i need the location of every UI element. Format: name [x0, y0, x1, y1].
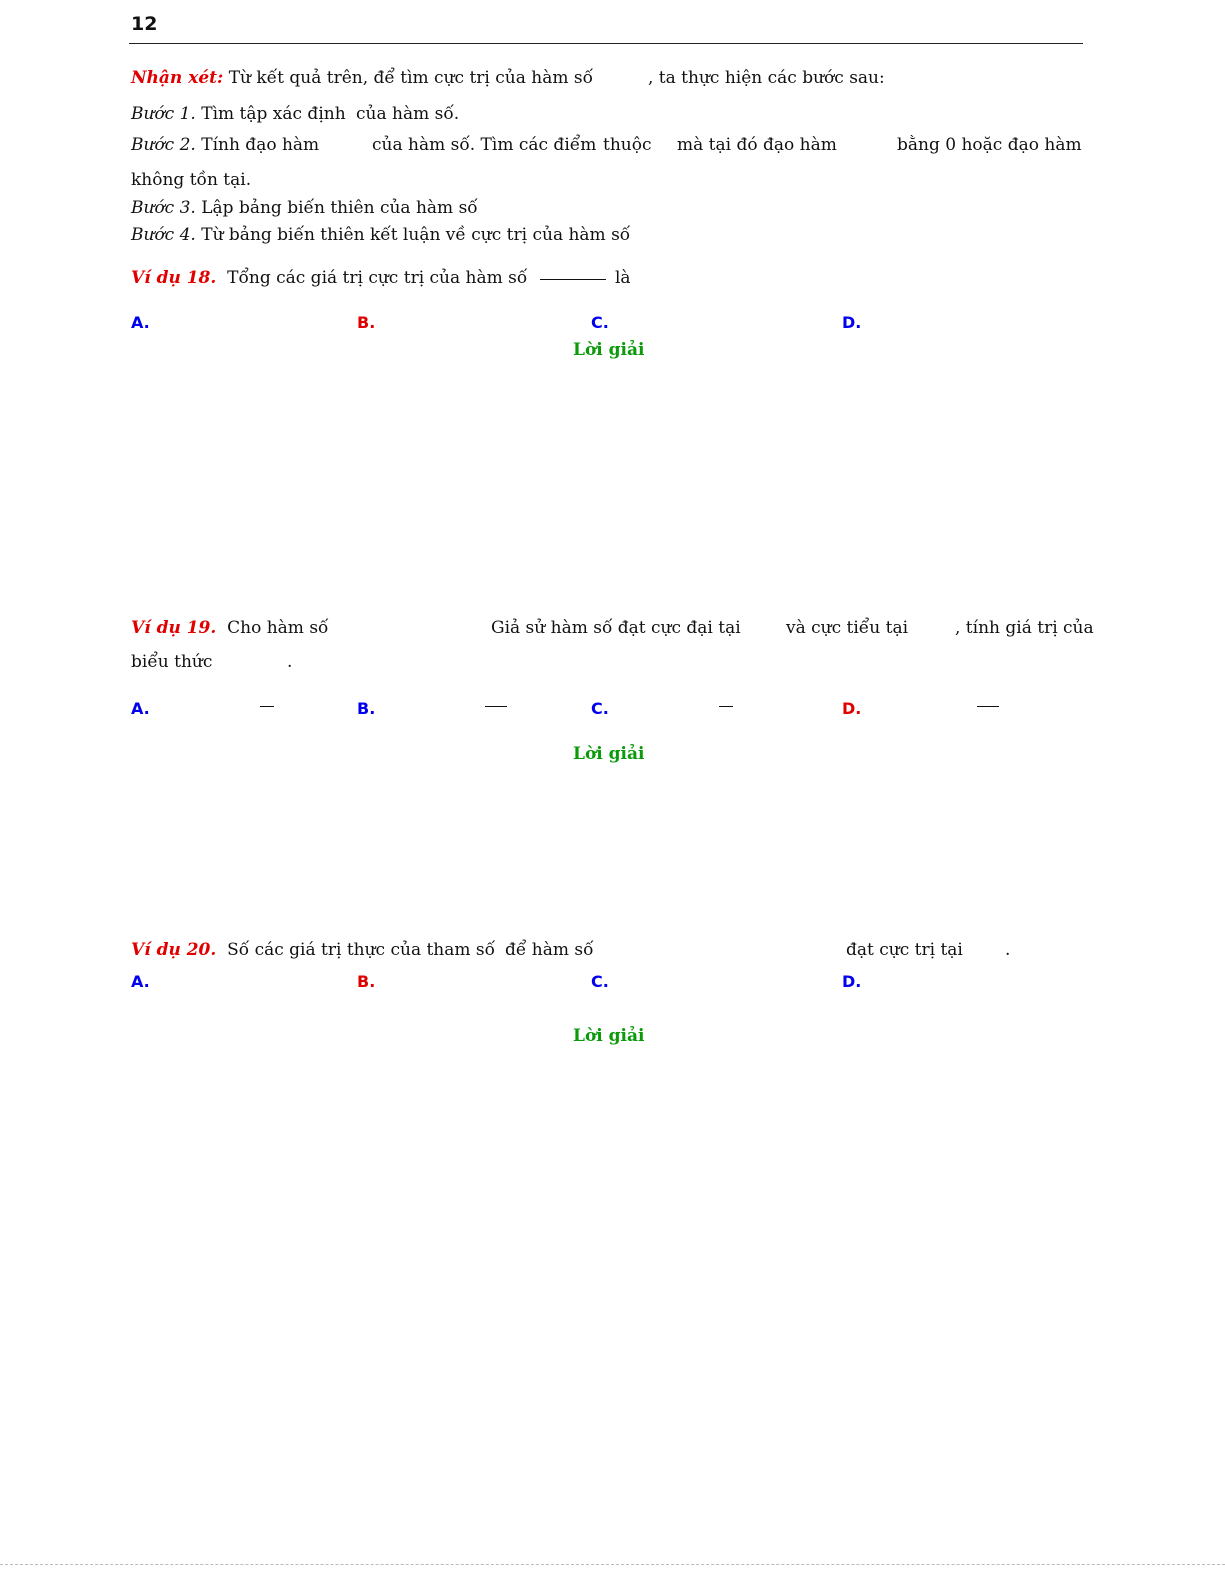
example-19-text-c: và cực tiểu tại	[786, 618, 909, 638]
example-20-label: Ví dụ 20.	[131, 940, 217, 960]
example-20-option-c[interactable]: C.	[591, 972, 609, 991]
example-19-text-b: Giả sử hàm số đạt cực đại tại	[491, 618, 741, 638]
step-2-label: Bước 2.	[131, 135, 196, 155]
header-rule	[129, 43, 1083, 44]
example-20-text-b: để hàm số	[505, 940, 594, 960]
page-bottom-edge	[0, 1564, 1225, 1565]
step-2-text-a: Tính đạo hàm	[201, 135, 320, 155]
example-18-text-a: Tổng các giá trị cực trị của hàm số	[227, 268, 528, 288]
step-4-label: Bước 4.	[131, 225, 196, 245]
example-20-question	[131, 940, 495, 960]
example-20-solution-heading: Lời giải	[573, 1026, 645, 1046]
example-20-option-d[interactable]: D.	[842, 972, 862, 991]
example-19-option-c-fraction-bar	[719, 706, 733, 707]
example-19-option-a-fraction-bar	[260, 706, 274, 707]
remark-label: Nhận xét:	[131, 68, 224, 88]
example-18-fraction-bar	[540, 279, 606, 280]
step-3-text: Lập bảng biến thiên của hàm số	[201, 198, 478, 218]
example-19-option-d-fraction-bar	[977, 706, 999, 707]
step-1-text-a: Tìm tập xác định	[201, 104, 346, 124]
example-18-solution-heading: Lời giải	[573, 340, 645, 360]
example-19-continuation: biểu thức	[131, 652, 213, 672]
example-19-solution-heading: Lời giải	[573, 744, 645, 764]
step-2-text-d: mà tại đó đạo hàm	[677, 135, 837, 155]
step-2-text-e: bằng 0 hoặc đạo hàm	[897, 135, 1082, 155]
example-19-text-d: , tính giá trị của	[955, 618, 1094, 638]
example-19-option-b[interactable]: B.	[357, 699, 376, 718]
step-3-label: Bước 3.	[131, 198, 196, 218]
example-19-option-b-fraction-bar	[485, 706, 507, 707]
example-19-option-c[interactable]: C.	[591, 699, 609, 718]
step-1-text-b: của hàm số.	[356, 104, 460, 124]
example-19-option-a[interactable]: A.	[131, 699, 150, 718]
example-19-text-a: Cho hàm số	[227, 618, 329, 638]
step-2-text-c: thuộc	[603, 135, 652, 155]
step-3	[131, 198, 478, 218]
example-20-option-a[interactable]: A.	[131, 972, 150, 991]
step-1	[131, 104, 346, 124]
step-4-text: Từ bảng biến thiên kết luận về cực trị của hàm số	[201, 225, 631, 245]
step-2	[131, 135, 319, 155]
example-18-option-a[interactable]: A.	[131, 313, 150, 332]
example-20-text-c: đạt cực trị tại	[846, 940, 963, 960]
page-number: 12	[131, 13, 158, 35]
example-19-option-d[interactable]: D.	[842, 699, 862, 718]
example-18-question	[131, 268, 527, 288]
example-19-label: Ví dụ 19.	[131, 618, 217, 638]
example-18-option-c[interactable]: C.	[591, 313, 609, 332]
remark-text-after: , ta thực hiện các bước sau:	[648, 68, 885, 88]
example-19-continuation-end: .	[287, 652, 293, 672]
example-20-text-d: .	[1005, 940, 1011, 960]
step-2-continuation: không tồn tại.	[131, 170, 252, 190]
step-4	[131, 225, 630, 245]
example-18-text-b: là	[615, 268, 631, 288]
remark-line	[131, 68, 593, 88]
example-18-option-b[interactable]: B.	[357, 313, 376, 332]
step-1-label: Bước 1.	[131, 104, 196, 124]
example-18-label: Ví dụ 18.	[131, 268, 217, 288]
step-2-text-b: của hàm số. Tìm các điểm	[372, 135, 597, 155]
example-19-question	[131, 618, 328, 638]
example-18-option-d[interactable]: D.	[842, 313, 862, 332]
remark-text-before: Từ kết quả trên, để tìm cực trị của hàm số	[228, 68, 593, 88]
example-20-text-a: Số các giá trị thực của tham số	[227, 940, 496, 960]
example-20-option-b[interactable]: B.	[357, 972, 376, 991]
